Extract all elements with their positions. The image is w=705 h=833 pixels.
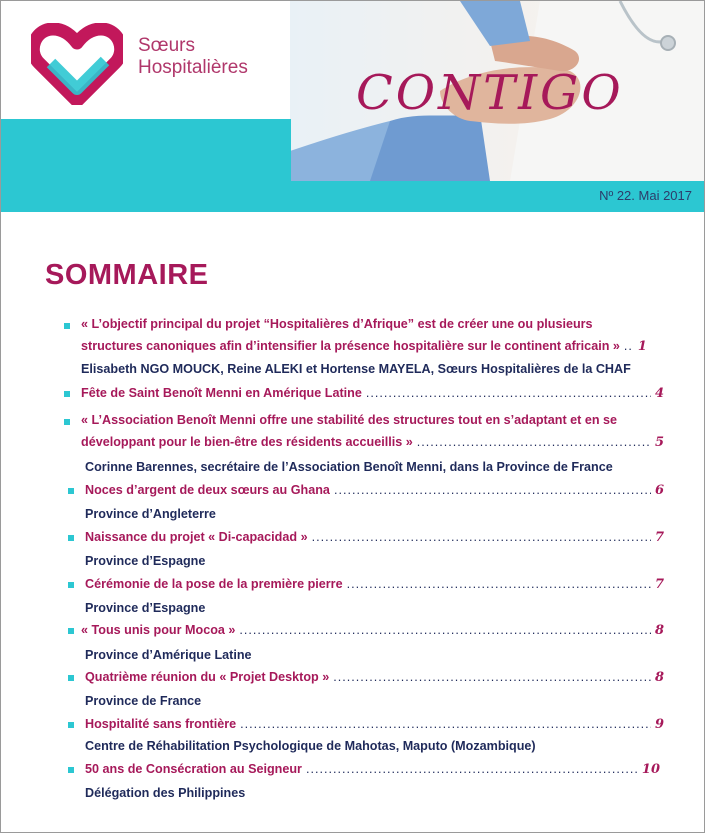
toc-entry-10-page: 10 — [641, 762, 660, 777]
leader-dots — [624, 339, 634, 353]
teal-band-left — [1, 119, 291, 212]
leader-dots — [306, 762, 638, 776]
toc-entry-10-subtitle: Délégation des Philippines — [85, 786, 246, 800]
toc-entry-1[interactable] — [81, 339, 664, 359]
bullet-icon — [68, 722, 74, 728]
toc-entry-5-subtitle: Province d’Espagne — [85, 554, 206, 568]
toc-entry-4-subtitle: Province d’Angleterre — [85, 507, 216, 521]
toc-entry-4-title: Noces d’argent de deux sœurs au Ghana — [85, 483, 330, 497]
toc-entry-5-page: 7 — [654, 530, 664, 545]
toc-entry-9-subtitle: Centre de Réhabilitation Psychologique de Mahotas, Maputo (Mozambique) — [85, 739, 536, 753]
toc-entry-8-title: Quatrième réunion du « Projet Desktop » — [85, 670, 330, 684]
leader-dots — [366, 386, 651, 400]
toc-entry-2-title: Fête de Saint Benoît Menni en Amérique Latine — [81, 386, 362, 400]
toc-entry-9-page: 9 — [654, 717, 664, 732]
toc-entry-7-subtitle: Province d’Amérique Latine — [85, 648, 252, 662]
toc-entry-1-subtitle: Elisabeth NGO MOUCK, Reine ALEKI et Hortense MAYELA, Sœurs Hospitalières de la CHAF — [81, 362, 631, 376]
leader-dots — [239, 623, 651, 637]
brand-line-2: Hospitalières — [138, 57, 248, 78]
toc-entry-6[interactable] — [85, 577, 664, 597]
toc-entry-1-title-line-1[interactable]: « L’objectif principal du projet “Hospitalières d’Afrique” est de créer une ou plusieurs — [81, 317, 593, 331]
toc-entry-8[interactable] — [85, 670, 664, 690]
toc-entry-6-title: Cérémonie de la pose de la première pierre — [85, 577, 343, 591]
toc-entry-9[interactable] — [85, 717, 664, 737]
brand-name — [138, 35, 248, 79]
toc-entry-3[interactable] — [81, 435, 664, 455]
toc-entry-6-page: 7 — [654, 577, 664, 592]
bullet-icon — [68, 488, 74, 494]
toc-entry-2[interactable] — [81, 386, 664, 406]
leader-dots — [240, 717, 651, 731]
toc-entry-7-page: 8 — [654, 623, 664, 638]
toc-entry-3-subtitle: Corinne Barennes, secrétaire de l’Association Benoît Menni, dans la Province de France — [85, 460, 613, 474]
toc-entry-1-page: 1 — [637, 339, 647, 354]
bullet-icon — [68, 628, 74, 634]
sommaire-title: SOMMAIRE — [45, 259, 209, 291]
toc-entry-3-title-line-2: développant pour le bien-être des résidents accueillis » — [81, 435, 413, 449]
heart-logo-icon — [31, 23, 123, 105]
bullet-icon — [68, 767, 74, 773]
toc-entry-5-title: Naissance du projet « Di-capacidad » — [85, 530, 308, 544]
leader-dots — [347, 577, 651, 591]
leader-dots — [312, 530, 651, 544]
toc-entry-6-subtitle: Province d’Espagne — [85, 601, 206, 615]
toc-entry-3-title-line-1[interactable]: « L’Association Benoît Menni offre une stabilité des structures tout en s’adaptant et en se — [81, 413, 618, 427]
leader-dots — [334, 483, 651, 497]
toc-entry-10[interactable] — [85, 762, 660, 782]
toc-entry-4[interactable] — [85, 483, 664, 503]
toc-entry-7[interactable] — [81, 623, 664, 643]
toc-entry-3-page: 5 — [654, 435, 664, 450]
toc-entry-5[interactable] — [85, 530, 664, 550]
toc-entry-9-title: Hospitalité sans frontière — [85, 717, 237, 731]
bullet-icon — [68, 675, 74, 681]
toc-entry-4-page: 6 — [654, 483, 664, 498]
toc-entry-8-subtitle: Province de France — [85, 694, 202, 708]
toc-entry-8-page: 8 — [654, 670, 664, 685]
bullet-icon — [64, 391, 70, 397]
bullet-icon — [68, 582, 74, 588]
bullet-icon — [64, 323, 70, 329]
bullet-icon — [64, 419, 70, 425]
toc-entry-7-title: « Tous unis pour Mocoa » — [81, 623, 236, 637]
toc-entry-1-title-line-2: structures canoniques afin d’intensifier la présence hospitalière sur le continent africain » — [81, 339, 620, 353]
brand-line-1: Sœurs — [138, 35, 195, 56]
toc-entry-10-title: 50 ans de Consécration au Seigneur — [85, 762, 302, 776]
toc-entry-2-page: 4 — [654, 386, 664, 401]
leader-dots — [417, 435, 651, 449]
magazine-title: CONTIGO — [356, 65, 624, 121]
leader-dots — [333, 670, 651, 684]
issue-number: Nº 22. Mai 2017 — [599, 188, 692, 203]
bullet-icon — [68, 535, 74, 541]
